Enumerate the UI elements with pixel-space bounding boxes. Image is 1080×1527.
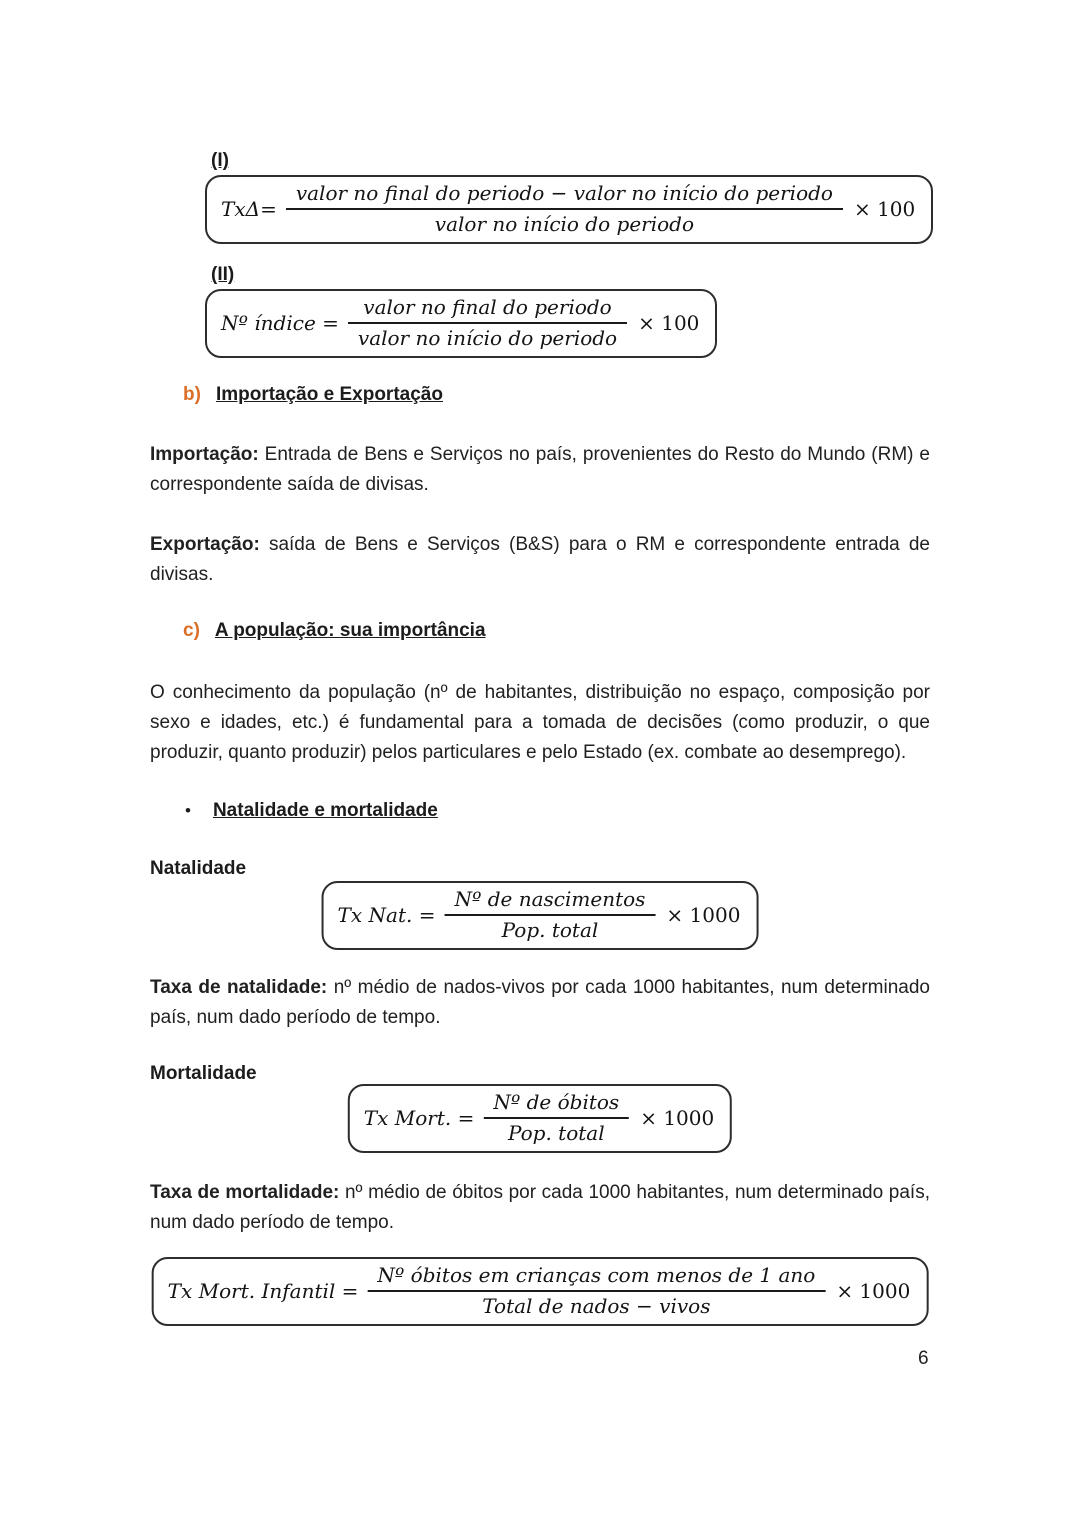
paragraph-body: nº médio de nados-vivos por cada 1000 habitantes, num determinado país, num dado período de tempo.: [150, 977, 930, 1028]
formula-multiplier: × 1000: [640, 1106, 715, 1130]
label-mortalidade: Mortalidade: [150, 1063, 257, 1084]
paragraph-taxa-mortalidade: [150, 1178, 930, 1238]
fraction-numerator: valor no final do periodo: [363, 295, 612, 319]
formula-lhs: Tx Mort. =: [363, 1106, 475, 1130]
formula-label-i: (I): [211, 150, 229, 171]
section-marker: c): [183, 620, 200, 641]
section-title: Importação e Exportação: [215, 384, 443, 405]
fraction-denominator: valor no início do periodo: [348, 322, 627, 351]
formula-box-numero-indice: [205, 289, 717, 358]
fraction-denominator: Pop. total: [483, 1117, 629, 1146]
label-natalidade: Natalidade: [150, 858, 247, 879]
paragraph-body: saída de Bens e Serviços (B&S) para o RM e correspondente entrada de divisas.: [150, 534, 930, 585]
bullet-icon: •: [185, 801, 191, 820]
section-heading-importacao-exportacao: [183, 384, 443, 406]
page-number: 6: [918, 1348, 929, 1369]
fraction: [367, 1263, 825, 1319]
formula-multiplier: × 100: [853, 197, 916, 221]
formula-lhs: Tx Nat. =: [337, 903, 436, 927]
section-title: A população: sua importância: [214, 620, 486, 641]
formula-box-taxa-natalidade: [322, 881, 759, 950]
fraction-numerator: Nº óbitos em crianças com menos de 1 ano: [377, 1263, 816, 1287]
section-heading-populacao: [183, 620, 486, 642]
fraction-numerator: Nº de óbitos: [493, 1090, 620, 1114]
paragraph-lead: Importação:: [150, 444, 259, 465]
section-marker: b): [183, 384, 201, 405]
formula-multiplier: × 1000: [666, 903, 741, 927]
paragraph-taxa-natalidade: [150, 973, 930, 1033]
fraction: [444, 887, 655, 943]
paragraph-body: O conhecimento da população (nº de habitantes, distribuição no espaço, composição por sexo e idades, etc.) é fundamental para a tomada de decisões (como produzir, o que produzir, quanto produzir) pelos particulares e pelo Estado (ex. combate ao desemprego).: [150, 682, 930, 763]
bullet-item-natalidade-mortalidade: [185, 800, 438, 822]
paragraph-importacao: [150, 440, 930, 500]
formula-lhs: Nº índice =: [221, 311, 339, 335]
formula-multiplier: × 1000: [836, 1279, 911, 1303]
fraction: [348, 295, 627, 351]
paragraph-exportacao: [150, 530, 930, 590]
paragraph-lead: Exportação:: [150, 534, 260, 555]
formula-box-taxa-variacao: [205, 175, 933, 244]
fraction: [483, 1090, 629, 1146]
formula-lhs: Tx Mort. Infantil =: [167, 1279, 359, 1303]
paragraph-populacao: [150, 678, 930, 768]
paragraph-body: nº médio de óbitos por cada 1000 habitantes, num determinado país, num dado período de tempo.: [150, 1182, 930, 1233]
fraction-numerator: Nº de nascimentos: [454, 887, 646, 911]
paragraph-lead: Taxa de mortalidade:: [150, 1182, 340, 1203]
paragraph-lead: Taxa de natalidade:: [150, 977, 328, 998]
formula-label-ii: (II): [211, 264, 235, 285]
fraction-denominator: Total de nados − vivos: [367, 1290, 825, 1319]
bullet-title: Natalidade e mortalidade: [212, 800, 438, 821]
formula-box-taxa-mortalidade: [348, 1084, 732, 1153]
fraction-denominator: Pop. total: [444, 914, 655, 943]
fraction: [286, 181, 843, 237]
formula-lhs: TxΔ=: [221, 197, 277, 221]
formula-multiplier: × 100: [638, 311, 700, 335]
formula-box-taxa-mortalidade-infantil: [152, 1257, 929, 1326]
paragraph-body: Entrada de Bens e Serviços no país, provenientes do Resto do Mundo (RM) e correspondente saída de divisas.: [150, 444, 930, 495]
fraction-numerator: valor no final do periodo − valor no início do periodo: [295, 181, 833, 205]
fraction-denominator: valor no início do periodo: [286, 208, 843, 237]
